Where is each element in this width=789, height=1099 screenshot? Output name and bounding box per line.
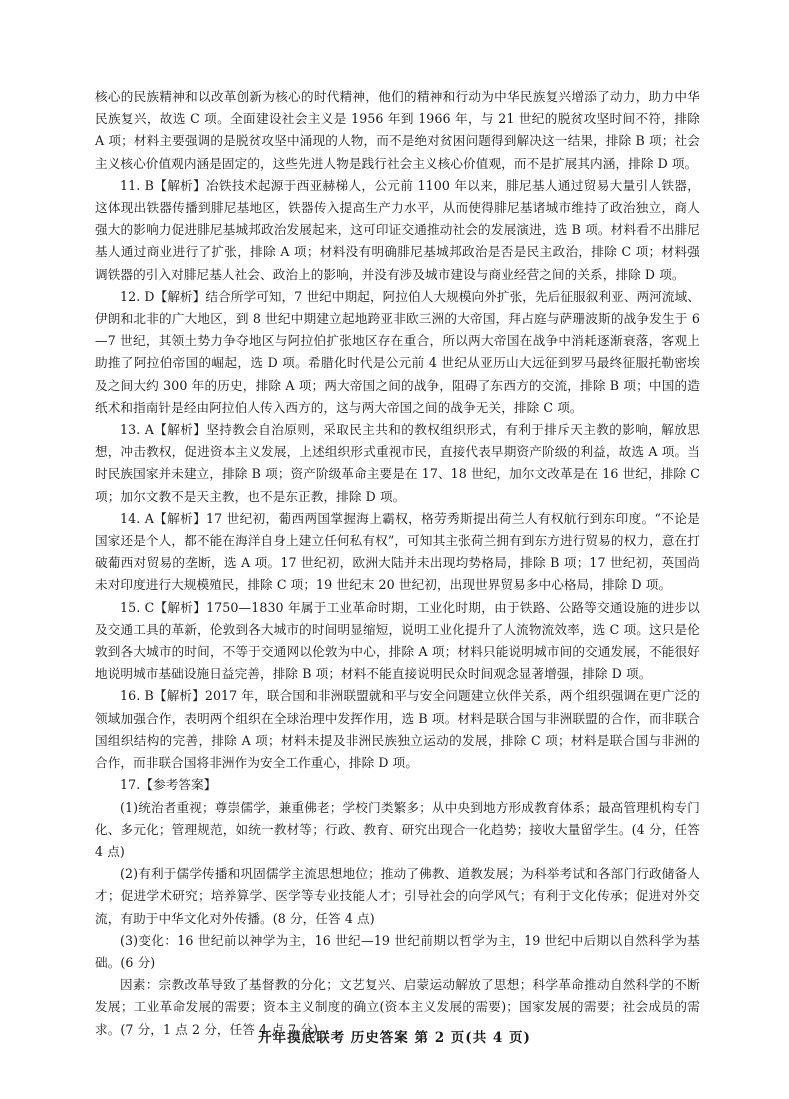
paragraph-answer-16: 16. B【解析】2017 年，联合国和非洲联盟就和平与安全问题建立伙伴关系，两个组织强调在更广泛的领域加强合作，表明两个组织在全球治理中发挥作用，选 B 项。材料是联合国与非洲联盟的合作，而非联合国组织结构的完善，排除 A 项；材料未提及非洲民族独立运动的发展，排除 C 项；材料是联合国与非洲的合作，而非联合国将非洲作为安全工作重心，排除 D 项。 (95, 688, 700, 771)
page-footer: 开年摸底联考 历史答案 第 2 页(共 4 页) (258, 1030, 531, 1046)
paragraph-answer-12: 12. D【解析】结合所学可知，7 世纪中期起，阿拉伯人大规模向外扩张，先后征服叙利亚、两河流域、伊朗和北非的广大地区，到 8 世纪中期建立起地跨亚非欧三洲的大帝国，拜占庭与萨珊波斯的战争发生于 6—7 世纪，其领土势力争夺地区与阿拉伯扩张地区存在重合，所以两大帝国在战争中消耗逐渐衰落，客观上助推了阿拉伯帝国的崛起，选 D 项。希腊化时代是公元前 4 世纪从亚历山大远征到罗马最终征服托勒密埃及之间大约 300 年的历史，排除 A 项；两大帝国之间的战争，阻碍了东西方的交流，排除 B 项；中国的造纸术和指南针是经由阿拉伯人传入西方的，这与两大帝国之间的战争无关，排除 C 项。 (95, 288, 700, 415)
paragraph-answer-17-heading: 17.【参考答案】 (120, 777, 217, 793)
paragraph-10-continued: 核心的民族精神和以改革创新为核心的时代精神，他们的精神和行动为中华民族复兴增添了动力，助力中华民族复兴，故选 C 项。全面建设社会主义是 1956 年到 1966 年，与 21 世纪的脱贫攻坚时间不符，排除 A 项；材料主要强调的是脱贫攻坚中涌现的人物，而不是绝对贫困问题得到解决这一结果，排除 B 项；社会主义核心价值观内涵是固定的，这些先进人物是践行社会主义核心价值观，而不是扩展其内涵，排除 D 项。 (95, 89, 700, 171)
paragraph-answer-15: 15. C【解析】1750—1830 年属于工业革命时期，工业化时期，由于铁路、公路等交通设施的进步以及交通工具的革新，伦敦到各大城市的时间明显缩短，说明工业化提升了人流物流效率，选 C 项。这只是伦敦到各大城市的时间，不等于交通网以伦敦为中心，排除 A 项；材料只能说明城市间的交通发展，不能很好地说明城市基础设施日益完善，排除 B 项；材料不能直接说明民众时间观念显著增强，排除 D 项。 (95, 599, 700, 682)
answer-document (95, 86, 700, 1041)
paragraph-answer-17-part-2: (2)有利于儒学传播和巩固儒学主流思想地位；推动了佛教、道教发展；为科举考试和各部门行政储备人才；促进学术研究；培养算学、医学等专业技能人才；引导社会的向学风气；有利于文化传承；促进对外交流，有助于中华文化对外传播。(8 分，任答 4 点) (95, 866, 700, 926)
paragraph-answer-17-part-1: (1)统治者重视；尊崇儒学，兼重佛老；学校门类繁多；从中央到地方形成教育体系；最高管理机构专门化、多元化；管理规范，如统一教材等；行政、教育、研究出现合一化趋势；接收大量留学生。(4 分，任答 4 点) (95, 799, 700, 859)
paragraph-answer-17-part-3: (3)变化：16 世纪前以神学为主，16 世纪—19 世纪前期以哲学为主，19 世纪中后期以自然科学为基础。(6 分) (95, 932, 700, 970)
paragraph-answer-11: 11. B【解析】冶铁技术起源于西亚赫梯人，公元前 1100 年以来，腓尼基人通过贸易大量引人铁器，这体现出铁器传播到腓尼基地区，铁器传入提高生产力水平，从而使得腓尼基诸城市维持了政治独立，商人强大的影响力促进腓尼基城邦政治发展起来，这可印证交通推动社会的发展演进，选 B 项。材料看不出腓尼基人通过商业进行了扩张，排除 A 项；材料没有明确腓尼基城邦政治是否是民主政治，排除 C 项；材料强调铁器的引入对腓尼基人社会、政治上的影响，并没有涉及城市建设与商业经营之间的关系，排除 D 项。 (95, 177, 700, 282)
paragraph-answer-13: 13. A【解析】坚持教会自治原则，采取民主共和的教权组织形式，有利于排斥天主教的影响，解放思想，冲击教权，促进资本主义发展，上述组织形式重视市民，直接代表早期资产阶级的利益，故选 A 项。当时民族国家并未建立，排除 B 项；资产阶级革命主要是在 17、18 世纪，加尔文改革是在 16 世纪，排除 C 项；加尔文教不是天主教，也不是东正教，排除 D 项。 (95, 422, 700, 504)
paragraph-answer-17-factors: 因素：宗教改革导致了基督教的分化；文艺复兴、启蒙运动解放了思想；科学革命推动自然科学的不断发展；工业革命发展的需要；资本主义制度的确立(资本主义发展的需要)；国家发展的需要；社会成员的需求。(7 分，1 点 2 分，任答 4 点 7 分) (95, 977, 700, 1037)
paragraph-answer-14: 14. A【解析】17 世纪初，葡西两国掌握海上霸权，格劳秀斯提出荷兰人有权航行到东印度。“不论是国家还是个人，都不能在海洋自身上建立任何私有权”，可知其主张荷兰拥有到东方进行贸易的权力，意在打破葡西对贸易的垄断，选 A 项。17 世纪初，欧洲大陆并未出现均势格局，排除 B 项；17 世纪初，英国尚未对印度进行大规模殖民，排除 C 项；19 世纪末 20 世纪初，出现世界贸易多中心格局，排除 D 项。 (95, 510, 700, 593)
